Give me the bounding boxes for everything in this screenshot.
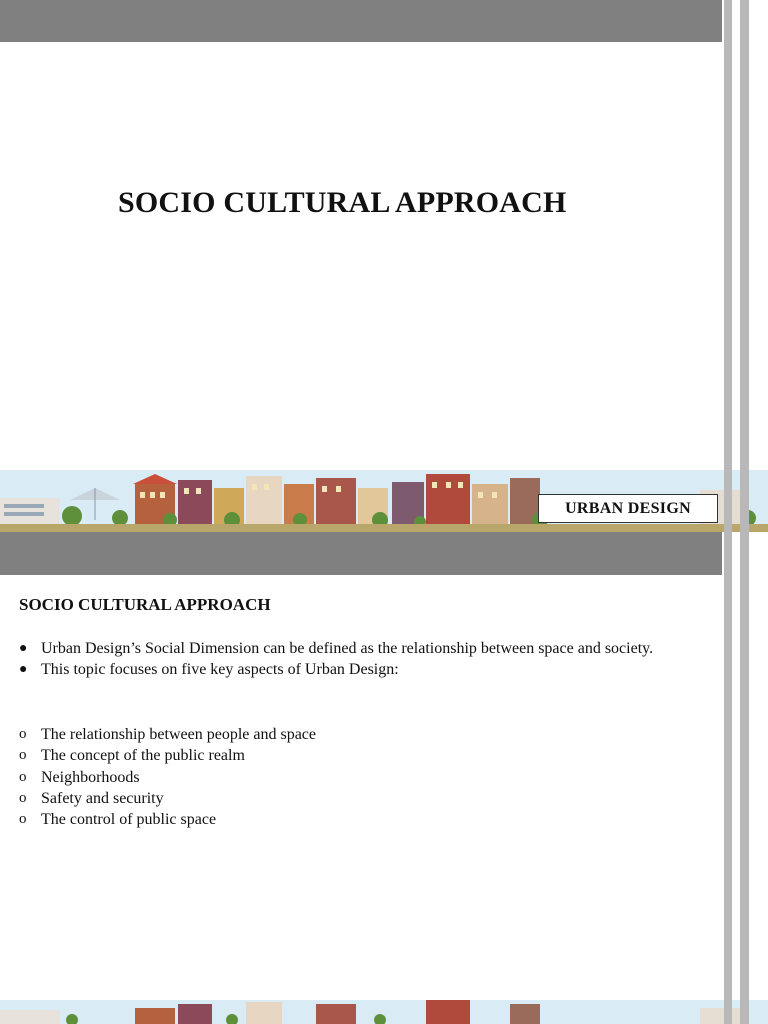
list-item <box>19 809 711 830</box>
list-item <box>19 788 711 809</box>
bullet-text: This topic focuses on five key aspects of Urban Design: <box>41 661 399 678</box>
sub-bullet-marker: o <box>19 768 27 785</box>
list-item <box>19 724 711 745</box>
bullet-marker: ● <box>19 662 28 677</box>
slide-title: SOCIO CULTURAL APPROACH <box>118 186 567 219</box>
list-item <box>19 659 711 680</box>
list-item <box>19 745 711 766</box>
sub-bullet-marker: o <box>19 726 27 742</box>
sub-item-text: The relationship between people and space <box>41 726 316 743</box>
slide-top-bar <box>0 0 722 42</box>
content-heading: SOCIO CULTURAL APPROACH <box>19 595 271 614</box>
sub-bullet-marker: o <box>19 789 27 806</box>
side-decor-bar <box>724 0 732 1024</box>
list-item <box>19 767 711 788</box>
sub-item-text: Safety and security <box>41 789 164 807</box>
slide-top-bar <box>0 532 722 575</box>
sub-item-text: The control of public space <box>41 811 217 829</box>
bullet-text: Urban Design’s Social Dimension can be defined as the relationship between space and society. <box>41 640 654 657</box>
sub-item-text: The concept of the public realm <box>41 747 245 765</box>
side-decor-bar <box>740 0 749 1024</box>
sub-bullet-marker: o <box>19 811 27 828</box>
city-skyline-illustration-bottom <box>0 1000 768 1024</box>
sub-bullet-marker: o <box>19 747 27 764</box>
aspects-list <box>19 724 711 830</box>
bullet-marker: ● <box>19 641 28 656</box>
list-item <box>19 638 711 659</box>
sub-item-text: Neighborhoods <box>41 768 140 786</box>
urban-design-label: URBAN DESIGN <box>538 494 718 523</box>
main-bullet-list <box>19 638 711 680</box>
title-slide <box>0 0 722 532</box>
